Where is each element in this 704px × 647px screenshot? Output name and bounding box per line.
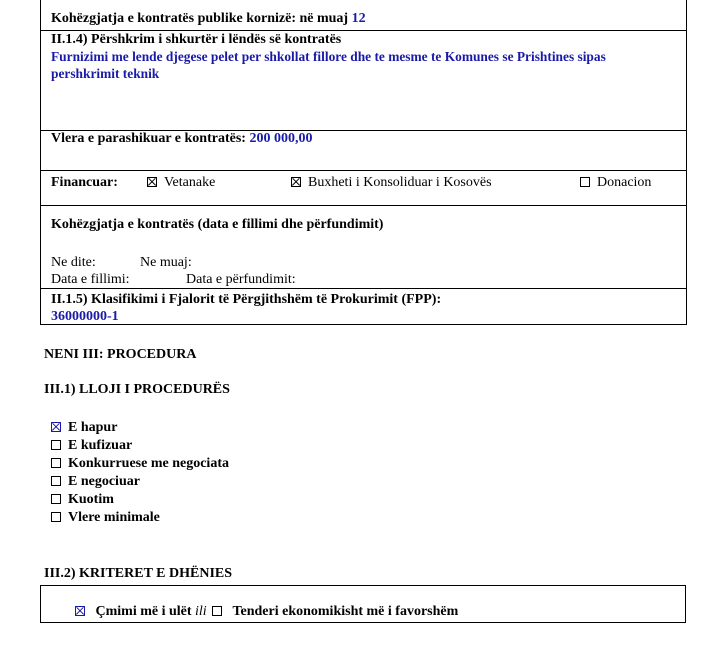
empty-box-icon[interactable]: [51, 494, 61, 504]
contract-duration-heading: Kohëzgjatja e kontratës (data e fillimi dhe përfundimit): [51, 217, 384, 232]
start-date-label: Data e fillimi:: [51, 272, 130, 287]
procedure-option-negotiated[interactable]: [51, 473, 140, 491]
empty-box-icon[interactable]: [51, 512, 61, 522]
procedure-option-quotation[interactable]: [51, 491, 114, 509]
estimated-value-label: Vlera e parashikuar e kontratës:: [51, 131, 246, 146]
procedure-option-competitive-negotiation[interactable]: [51, 455, 229, 473]
checked-box-icon[interactable]: [75, 606, 85, 616]
award-criteria-row: [75, 604, 458, 620]
financing-label: Financuar:: [51, 175, 118, 190]
most-economic-label: Tenderi ekonomikisht më i favorshëm: [232, 604, 459, 619]
procedure-option-label: Konkurruese me negociata: [68, 456, 229, 471]
award-criteria-heading: III.2) KRITERET E DHËNIES: [44, 566, 233, 581]
procedure-option-label: E hapur: [68, 420, 118, 435]
months-label: Ne muaj:: [140, 255, 192, 270]
procedure-option-restricted[interactable]: [51, 437, 132, 455]
empty-box-icon[interactable]: [51, 458, 61, 468]
divider: [40, 205, 687, 206]
empty-box-icon[interactable]: [51, 440, 61, 450]
procedure-option-label: E kufizuar: [68, 438, 133, 453]
divider: [40, 170, 687, 171]
financing-option-donation[interactable]: [580, 175, 651, 191]
section-3-title: NENI III: PROCEDURA: [44, 347, 197, 362]
divider: [40, 288, 687, 289]
checked-box-icon[interactable]: [291, 177, 301, 187]
procedure-option-open[interactable]: [51, 419, 117, 437]
description-heading: II.1.4) Përshkrim i shkurtër i lëndës së kontratës: [51, 32, 342, 47]
financing-option-label: Donacion: [597, 175, 652, 190]
estimated-value: 200 000,00: [249, 131, 313, 146]
financing-option-label: Buxheti i Konsoliduar i Kosovës: [308, 175, 492, 190]
financing-option-label: Vetanake: [164, 175, 216, 190]
cpv-code: 36000000-1: [51, 309, 119, 324]
framework-duration-label: Kohëzgjatja e kontratës publike kornizë: në muaj: [51, 11, 349, 26]
procedure-option-label: Vlere minimale: [68, 510, 160, 525]
financing-option-vetanake[interactable]: [147, 175, 215, 191]
financing-option-consolidated-budget[interactable]: [291, 175, 492, 191]
divider: [40, 30, 687, 31]
checked-box-icon[interactable]: [147, 177, 157, 187]
procedure-type-heading: III.1) LLOJI I PROCEDURËS: [44, 382, 230, 397]
or-separator: ili: [195, 604, 207, 619]
description-line-1: Furnizimi me lende djegese pelet per shkollat fillore dhe te mesme te Komunes se Prishtines sipas: [51, 49, 606, 64]
estimated-value-row: [51, 131, 312, 147]
description-line-2: pershkrimit teknik: [51, 66, 160, 81]
procedure-option-label: E negociuar: [68, 474, 140, 489]
lowest-price-label: Çmimi më i ulët: [95, 604, 192, 619]
empty-box-icon[interactable]: [51, 476, 61, 486]
days-label: Ne dite:: [51, 255, 96, 270]
empty-box-icon[interactable]: [580, 177, 590, 187]
framework-duration-row: [51, 11, 366, 27]
end-date-label: Data e përfundimit:: [186, 272, 296, 287]
procedure-option-minimal-value[interactable]: [51, 509, 160, 527]
checked-box-icon[interactable]: [51, 422, 61, 432]
empty-box-icon[interactable]: [212, 606, 222, 616]
procedure-option-label: Kuotim: [68, 492, 114, 507]
cpv-heading: II.1.5) Klasifikimi i Fjalorit të Përgjithshëm të Prokurimit (FPP):: [51, 292, 442, 307]
framework-duration-value: 12: [351, 11, 366, 26]
